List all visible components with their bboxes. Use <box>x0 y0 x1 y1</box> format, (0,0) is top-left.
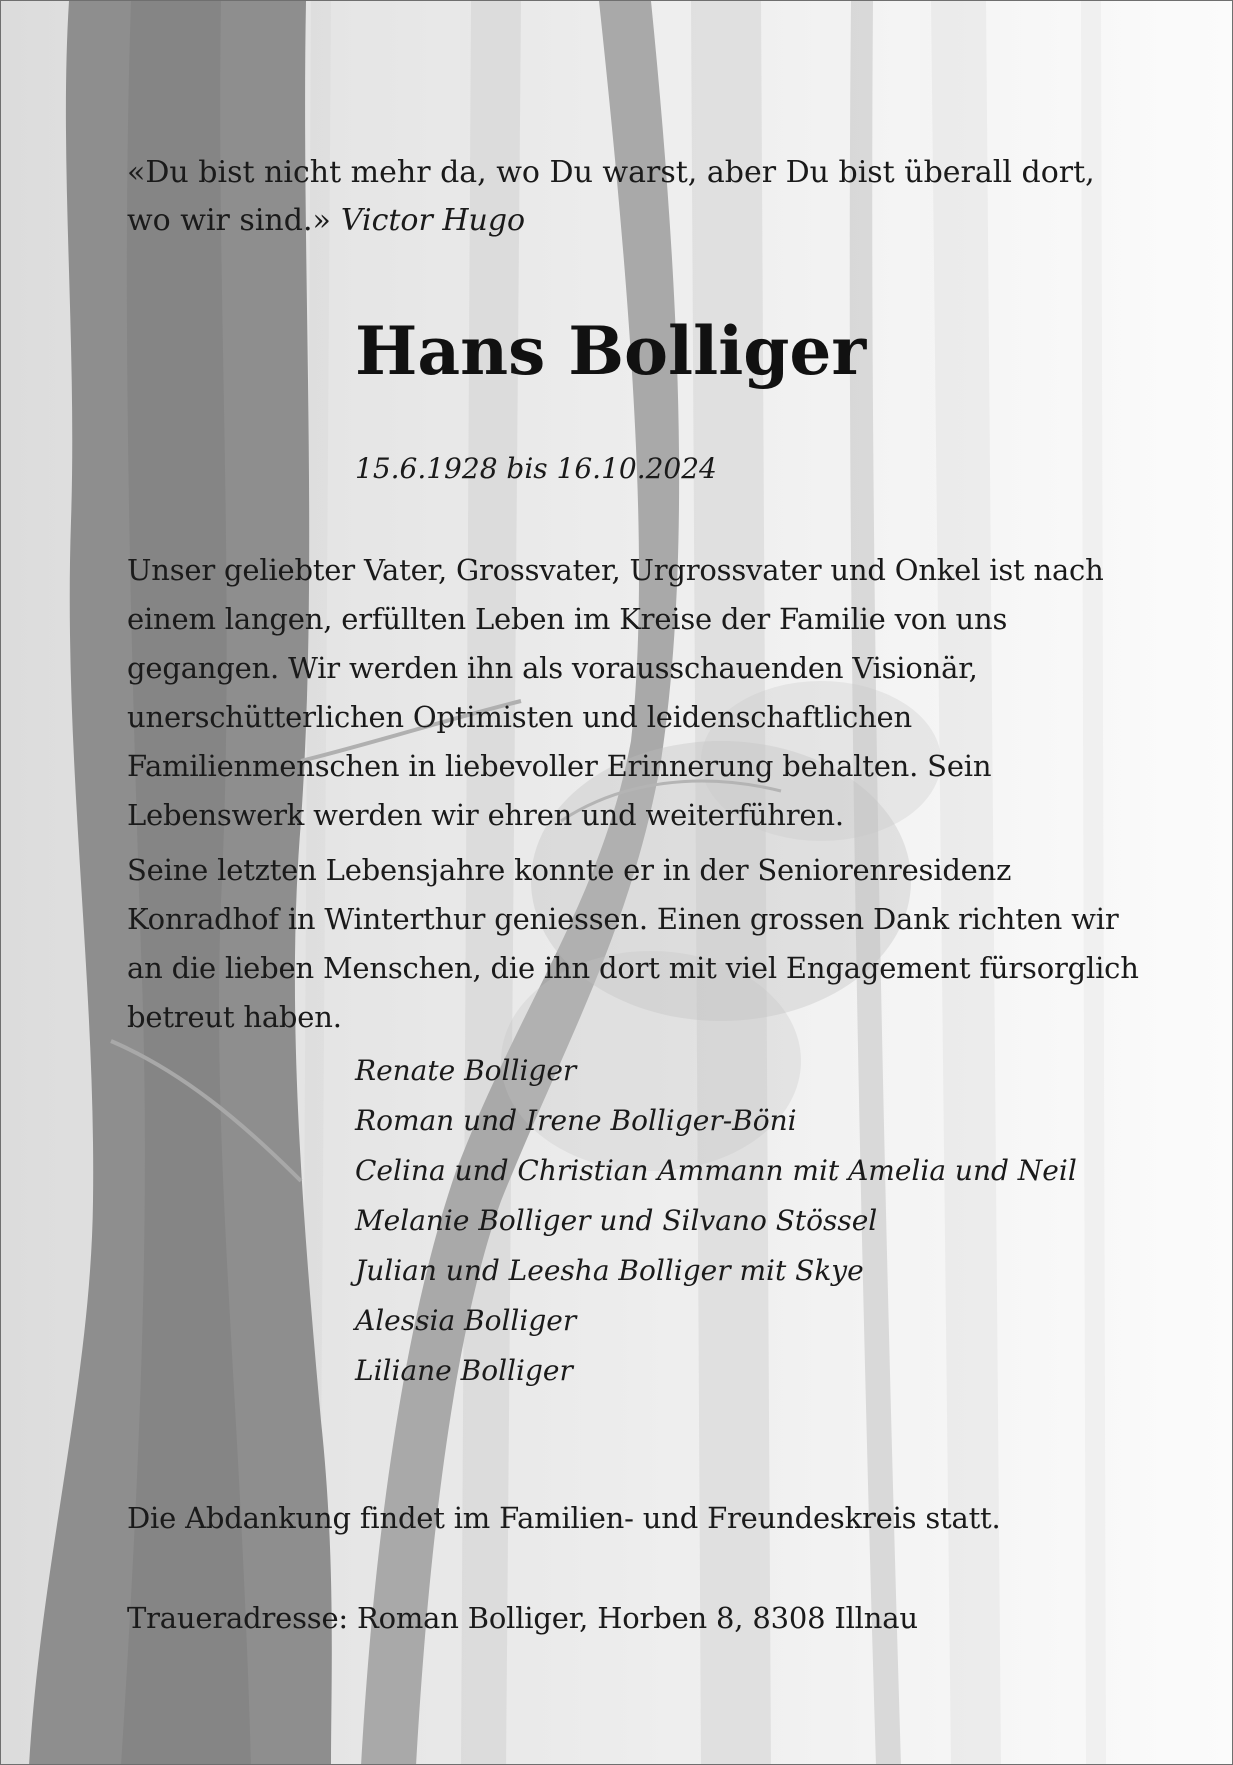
funeral-note: Die Abdankung findet im Familien- und Freundeskreis statt. <box>127 1501 1001 1535</box>
deceased-name: Hans Bolliger <box>355 312 867 390</box>
mourner-name: Alessia Bolliger <box>355 1304 577 1337</box>
thanks-paragraph: Seine letzten Lebensjahre konnte er in der Seniorenresidenz Konradhof in Winterthur geniessen. Einen grossen Dank richten wir an die lieben Menschen, die ihn dort mit viel Engagement fürsorglich betreut haben. <box>127 853 1139 1034</box>
life-dates: 15.6.1928 bis 16.10.2024 <box>355 452 717 485</box>
mourner-name: Celina und Christian Ammann mit Amelia und Neil <box>355 1154 1077 1187</box>
mourner-name: Julian und Leesha Bolliger mit Skye <box>355 1254 864 1287</box>
mourner-name: Melanie Bolliger und Silvano Stössel <box>355 1204 878 1237</box>
mourner-name: Renate Bolliger <box>355 1054 577 1087</box>
mourner-name: Liliane Bolliger <box>355 1354 573 1387</box>
mourner-name: Roman und Irene Bolliger-Böni <box>355 1104 797 1137</box>
motto-author: Victor Hugo <box>340 203 526 238</box>
tribute-paragraph: Unser geliebter Vater, Grossvater, Urgrossvater und Onkel ist nach einem langen, erfüllten Leben im Kreise der Familie von uns gegangen. Wir werden ihn als vorausschauenden Visionär, unerschütterlichen Optimisten und leidenschaftlichen Familienmenschen in liebevoller Erinnerung behalten. Sein Lebenswerk werden wir ehren und weiterführen. <box>127 553 1104 832</box>
motto-quote: «Du bist nicht mehr da, wo Du warst, aber Du bist überall dort, wo wir sind.» <box>127 155 1095 238</box>
mourning-address: Traueradresse: Roman Bolliger, Horben 8, 8308 Illnau <box>127 1601 918 1635</box>
motto <box>127 149 1137 245</box>
mourners-list <box>355 1046 1077 1396</box>
obituary-content <box>1 1 1233 1765</box>
